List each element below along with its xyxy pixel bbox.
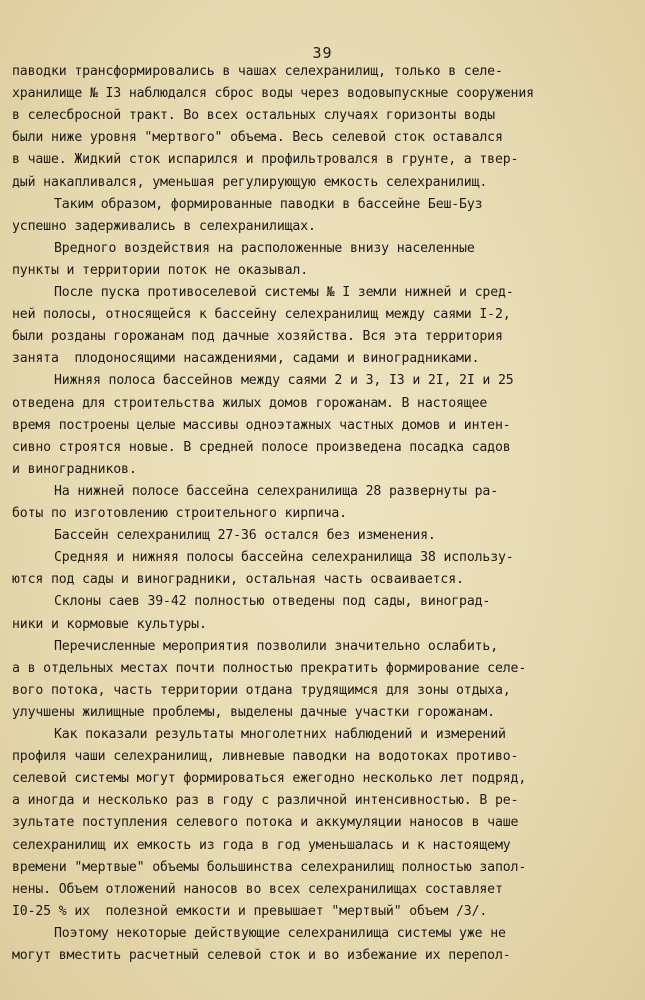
text-line: Нижняя полоса бассейнов между саями 2 и 3, I3 и 2I, 2I и 25 [54, 373, 514, 389]
text-line: были розданы горожанам под дачные хозяйства. Вся эта территория [12, 329, 503, 345]
text-line: хранилище № I3 наблюдался сброс воды через водовыпускные сооружения [12, 86, 534, 102]
text-line: Средняя и нижняя полосы бассейна селехранилища 38 использу- [54, 550, 514, 566]
text-line: в чаше. Жидкий сток испарился и профильтровался в грунте, а твер- [12, 152, 519, 168]
text-line: Поэтому некоторые действующие селехранилища системы уже не [54, 925, 506, 941]
text-line: улучшены жилищные проблемы, выделены дачные участки горожанам. [12, 704, 495, 720]
text-line: занята плодоносящими насаждениями, садами и виноградниками. [12, 351, 480, 367]
text-line: Вредного воздействия на расположенные внизу населенные [54, 240, 475, 256]
text-line: а в отдельных местах почти полностью прекратить формирование селе- [12, 660, 527, 676]
text-line: пункты и территории поток не оказывал. [12, 262, 309, 278]
text-line: ники и кормовые культуры. [12, 616, 207, 632]
text-line: профиля чаши селехранилищ, ливневые паводки на водотоках противо- [12, 749, 519, 765]
text-line: селехранилищ их емкость из года в год уменьшалась и к настоящему [12, 837, 511, 853]
text-line: селевой системы могут формироваться ежегодно несколько лет подряд, [12, 771, 527, 787]
text-line: паводки трансформировались в чашах селехранилищ, только в селе- [12, 64, 503, 79]
text-line: время построены целые массивы одноэтажных частных домов и интен- [12, 417, 511, 433]
text-line: I0-25 % их полезной емкости и превышает "мертвый" объем /3/. [12, 903, 488, 919]
text-line: времени "мертвые" объемы большинства селехранилищ полностью запол- [12, 859, 527, 875]
text-line: Склоны саев 39-42 полностью отведены под сады, виноград- [54, 594, 491, 610]
text-line: Как показали результаты многолетних наблюдений и измерений [54, 727, 506, 742]
text-line: сивно строятся новые. В средней полосе произведена посадка садов [12, 439, 511, 455]
text-line: дый накапливался, уменьшая регулирующую емкость селехранилищ. [12, 174, 488, 190]
text-line: нены. Объем отложений наносов во всех селехранилищах составляет [12, 881, 503, 897]
text-line: На нижней полосе бассейна селехранилища 28 развернуты ра- [54, 483, 499, 499]
text-line: и виноградников. [12, 461, 137, 477]
text-line: были ниже уровня "мертвого" объема. Весь селевой сток оставался [12, 130, 503, 146]
text-line: зультате поступления селевого потока и аккумуляции наносов в чаше [12, 815, 519, 831]
text-line: После пуска противоселевой системы № I земли нижней и сред- [54, 285, 514, 300]
text-line: ются под сады и виноградники, остальная часть осваивается. [12, 572, 464, 588]
text-line: ней полосы, относящейся к бассейну селехранилищ между саями I-2, [12, 307, 511, 323]
text-line: вого потока, часть территории отдана трудящимся для зоны отдыха, [12, 682, 511, 698]
text-line: а иногда и несколько раз в году с различной интенсивностью. В ре- [12, 793, 519, 809]
text-line: отведена для строительства жилых домов горожанам. В настоящее [12, 395, 488, 411]
text-line: боты по изготовлению строительного кирпича. [12, 506, 347, 521]
text-line: в селесбросной тракт. Во всех остальных случаях горизонты воды [12, 108, 495, 124]
text-line: Перечисленные мероприятия позволили значительно ослабить, [54, 638, 499, 654]
page-number: 39 [312, 44, 333, 62]
text-line: Таким образом, формированные паводки в бассейне Беш-Буз [54, 196, 483, 212]
text-line: Бассейн селехранилищ 27-36 остался без изменения. [54, 528, 436, 544]
text-line: могут вместить расчетный селевой сток и во избежание их перепол- [12, 948, 511, 963]
text-line: успешно задерживались в селехранилищах. [12, 218, 316, 234]
